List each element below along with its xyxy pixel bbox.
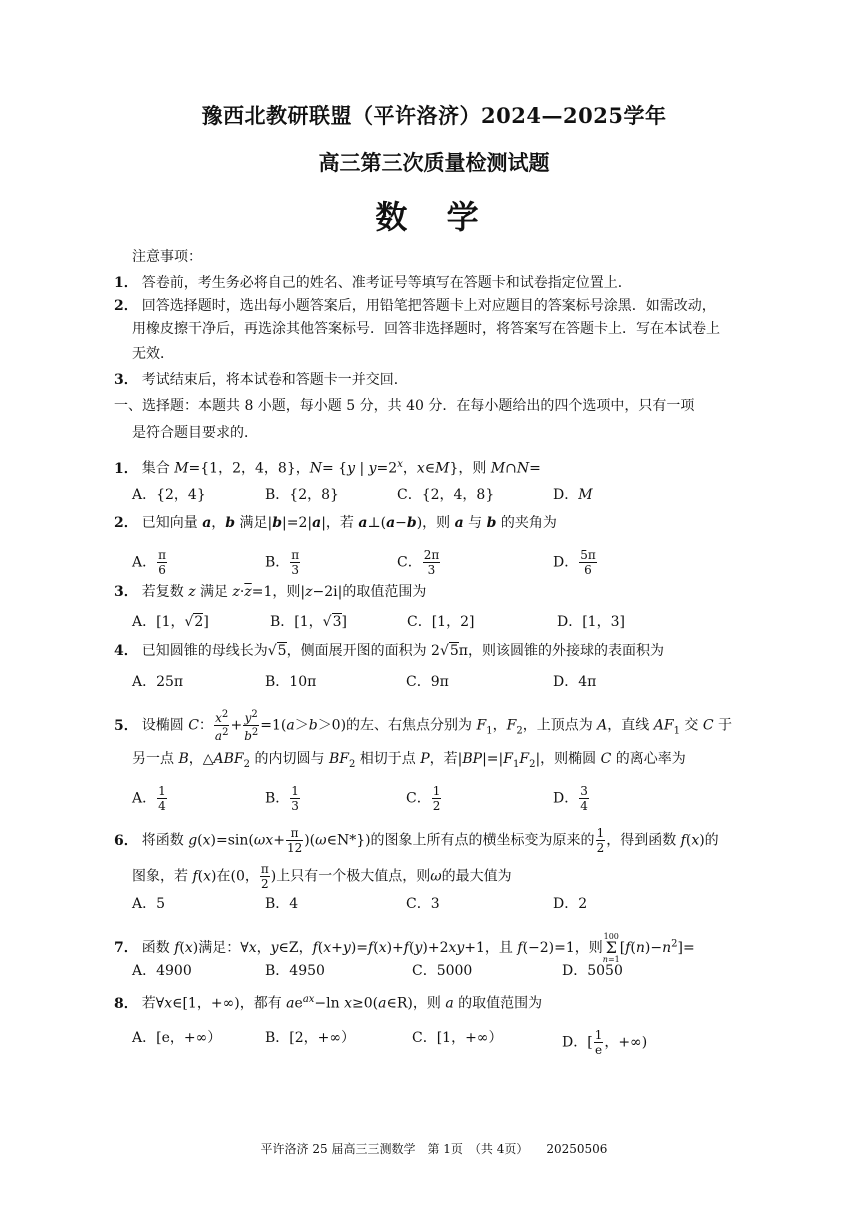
- q6-option-a: A．5: [132, 896, 166, 912]
- q6-option-b: B．4: [265, 896, 299, 912]
- q8-option-b: B．[2，+∞）: [265, 1030, 356, 1046]
- page-footer: 平许洛济 25 届高三三测数学 第 1页 （共 4页） 20250506: [260, 1142, 608, 1156]
- q3-option-a: A．[1，√2]: [132, 614, 209, 630]
- question-6-cont: 图象，若 f(x)在(0， $\frac{\pi}{2}$ )上只有一个极大值点，则ω的最大值为: [132, 862, 512, 891]
- q1-option-b: B．{2，8}: [265, 487, 339, 503]
- q2-option-d: D． $\frac{5\pi}{6}$: [553, 548, 596, 577]
- q5-option-d: D． $\frac{3}{4}$: [553, 784, 588, 813]
- question-6: 6． 将函数 g(x)=sin(ωx+ $\frac{\pi}{12}$ )(ω∈N*})的图象上所有点的横坐标变为原来的 $\frac{1}{2}$ ，得到函数 f(x)的: [114, 826, 719, 855]
- question-5: 5． 设椭圆 C： $\frac{x^2}{a^2}$ + $\frac{y^2}{b^2}$ =1(a＞b＞0)的左、右焦点分别为 $F_1$，$F_2$，上顶点为 A，直线 $AF_1$ 交 C 于: [114, 709, 733, 743]
- question-2: 2． 已知向量 a，b 满足|b|=2|a|，若 a⊥(a−b)，则 a 与 b 的夹角为: [114, 515, 557, 531]
- q2-option-b: B． $\frac{\pi}{3}$: [265, 548, 300, 577]
- question-5-cont: 另一点 B，$\triangle ABF_2$ 的内切圆与 $BF_2$ 相切于点 P，若$|BP|=|F_1F_2|$，则椭圆 C 的离心率为: [132, 751, 686, 770]
- q8-option-c: C．[1，+∞）: [412, 1030, 503, 1046]
- section-heading: 一、选择题：本题共 8 小题，每小题 5 分，共 40 分．在每小题给出的四个选项中，只有一项: [114, 398, 695, 414]
- q4-option-d: D．4π: [553, 674, 597, 690]
- q6-option-d: D．2: [553, 896, 588, 912]
- exam-title: 豫西北教研联盟（平许洛济）2024—2025学年: [201, 103, 667, 128]
- q4-option-a: A．25π: [132, 674, 184, 690]
- q3-option-c: C．[1，2]: [407, 614, 475, 630]
- q7-option-d: D．5050: [562, 963, 623, 979]
- notice-item-1: 1． 答卷前，考生务必将自己的姓名、准考证号等填写在答题卡和试卷指定位置上．: [114, 275, 632, 291]
- q8-option-d: D．[ $\frac{1}{e}$ ，+∞): [562, 1028, 648, 1057]
- q5-option-c: C． $\frac{1}{2}$: [406, 784, 441, 813]
- question-4: 4． 已知圆锥的母线长为√5，侧面展开图的面积为 2√5π，则该圆锥的外接球的表面积为: [114, 643, 664, 659]
- question-1: 1． 集合 M={1，2，4，8}，N= {y | $y=2^x$，x∈M}，则 M∩N=: [114, 459, 541, 477]
- question-3: 3． 若复数 z 满足 $z\cdot\overline{z}=1$，则|z−2i|的取值范围为: [114, 584, 427, 600]
- exam-subtitle: 高三第三次质量检测试题: [318, 150, 550, 175]
- q5-option-b: B． $\frac{1}{3}$: [265, 784, 299, 813]
- notice-item-2: 2． 回答选择题时，选出每小题答案后，用铅笔把答题卡上对应题目的答案标号涂黑．如需改动，: [114, 298, 716, 314]
- q7-option-a: A．4900: [132, 963, 192, 979]
- q1-option-c: C．{2，4，8}: [397, 487, 495, 503]
- question-8: 8． 若∀x∈[1，+∞)，都有 $ae^{ax}-\ln$ x≥0(a∈R)，则 a 的取值范围为: [114, 994, 543, 1012]
- q7-option-b: B．4950: [265, 963, 325, 979]
- q5-option-a: A． $\frac{1}{4}$: [132, 784, 166, 813]
- q8-option-a: A．[e，+∞）: [132, 1030, 222, 1046]
- q6-option-c: C．3: [406, 896, 440, 912]
- notice-item-2-cont: 用橡皮擦干净后，再选涂其他答案标号．回答非选择题时，将答案写在答题卡上．写在本试卷上: [132, 321, 720, 337]
- notice-item-3: 3． 考试结束后，将本试卷和答题卡一并交回．: [114, 372, 408, 388]
- notice-item-2-end: 无效．: [132, 346, 174, 362]
- q4-option-b: B．10π: [265, 674, 317, 690]
- q4-option-c: C．9π: [406, 674, 449, 690]
- q2-option-a: A． $\frac{\pi}{6}$: [132, 548, 167, 577]
- question-7: 7． 函数 f(x)满足：∀x，y∈Z，f(x+y)=f(x)+f(y)+2xy+1，且 f(−2)=1，则100 Σ $n=1[f(n)-n^2]=$: [114, 932, 695, 964]
- q2-option-c: C． $\frac{2\pi}{3}$: [397, 548, 440, 577]
- q1-option-a: A．{2，4}: [132, 487, 206, 503]
- subject-title: 数 学: [375, 198, 493, 236]
- q3-option-b: B．[1，√3]: [270, 614, 347, 630]
- q3-option-d: D．[1，3]: [557, 614, 625, 630]
- section-heading-cont: 是符合题目要求的．: [132, 425, 258, 441]
- q7-option-c: C．5000: [412, 963, 473, 979]
- q1-option-d: D．M: [553, 487, 593, 503]
- notice-title: 注意事项：: [132, 249, 202, 265]
